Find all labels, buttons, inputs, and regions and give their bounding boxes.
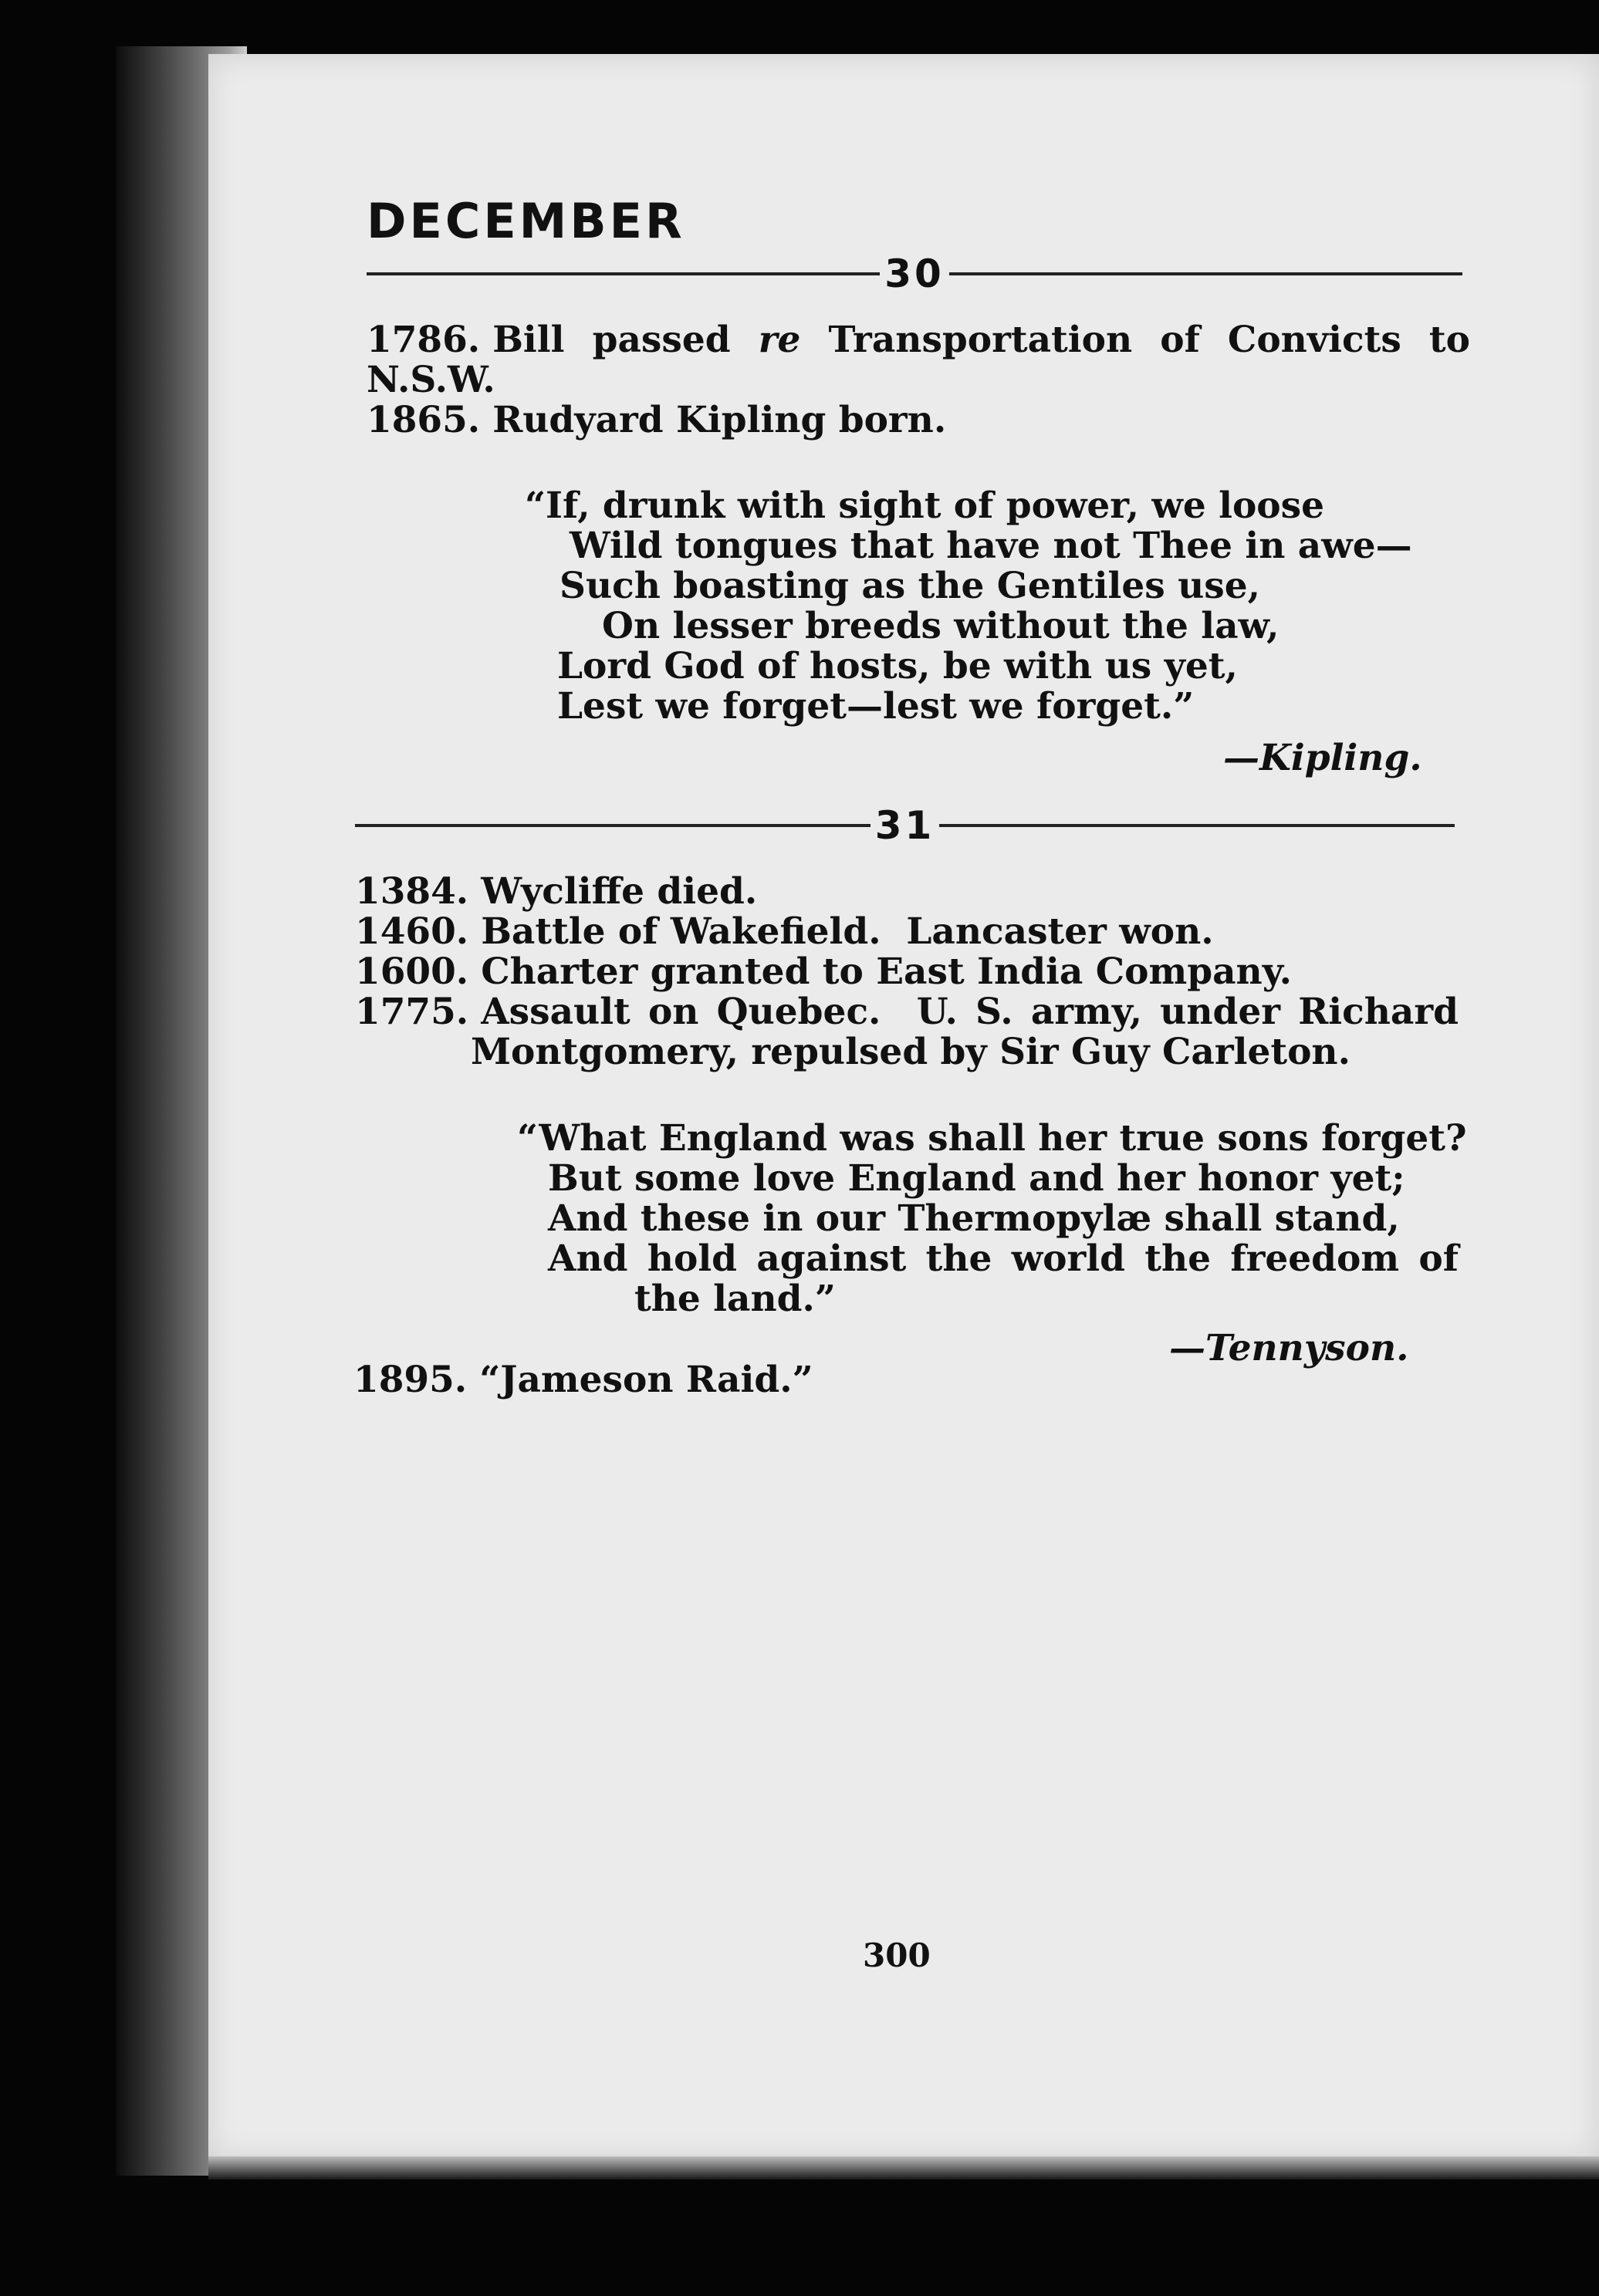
quote-line: And these in our Thermopylæ shall stand, bbox=[548, 1197, 1400, 1240]
quote-attribution: —Kipling. bbox=[1223, 737, 1422, 779]
entry-text bbox=[492, 320, 1470, 360]
entry-year: 1895. bbox=[353, 1359, 468, 1401]
entry-year: 1384. bbox=[355, 870, 469, 913]
day-divider-30 bbox=[367, 251, 1462, 297]
entry-text-italic: re bbox=[758, 319, 801, 361]
entry-text: Wycliffe died. bbox=[481, 870, 758, 913]
entry-text: “Jameson Raid.” bbox=[479, 1359, 813, 1401]
entry-1786 bbox=[367, 320, 1470, 400]
entry-text: Battle of Wakefield. Lancaster won. bbox=[481, 910, 1214, 953]
day-number: 30 bbox=[884, 252, 945, 296]
entry-year: 1600. bbox=[355, 950, 469, 993]
divider-rule-right bbox=[939, 824, 1455, 827]
divider-rule-left bbox=[355, 824, 870, 827]
quote-line: Wild tongues that have not Thee in awe— bbox=[570, 525, 1412, 567]
quote-line: Lord God of hosts, be with us yet, bbox=[557, 645, 1238, 687]
entry-text: Charter granted to East India Company. bbox=[481, 950, 1292, 993]
divider-rule-right bbox=[949, 272, 1462, 275]
entry-year: 1786. bbox=[367, 319, 481, 361]
entry-continuation: Montgomery, repulsed by Sir Guy Carleton. bbox=[471, 1031, 1351, 1073]
kipling-quote bbox=[525, 486, 1451, 727]
month-heading: DECEMBER bbox=[367, 193, 685, 249]
quote-line: Lest we forget—lest we forget.” bbox=[557, 685, 1195, 728]
entry-1775 bbox=[355, 992, 1459, 1072]
entry-1895 bbox=[353, 1360, 1125, 1400]
entry-text-part: Bill passed bbox=[492, 319, 759, 361]
quote-line: But some love England and her honor yet; bbox=[548, 1157, 1405, 1200]
day-divider-31 bbox=[355, 802, 1455, 849]
day-30-entries bbox=[367, 320, 1470, 441]
quote-line: Such boasting as the Gentiles use, bbox=[559, 565, 1261, 607]
quote-attribution: —Tennyson. bbox=[1169, 1327, 1409, 1369]
entry-1460 bbox=[355, 912, 1459, 952]
quote-line: And hold against the world the freedom of bbox=[548, 1237, 1459, 1280]
page-bottom-edge bbox=[208, 2156, 1599, 2180]
quote-line: “If, drunk with sight of power, we loose bbox=[525, 485, 1325, 527]
page-number: 300 bbox=[863, 1936, 931, 1974]
entry-year: 1775. bbox=[355, 991, 469, 1033]
entry-1384 bbox=[355, 872, 1459, 912]
entry-text: Rudyard Kipling born. bbox=[492, 399, 947, 441]
quote-line: the land.” bbox=[634, 1278, 836, 1320]
day-31-entries bbox=[355, 872, 1459, 1072]
entry-1865 bbox=[367, 400, 1470, 441]
entry-text-part: Transportation of Convicts to bbox=[800, 319, 1470, 361]
day-number: 31 bbox=[874, 803, 935, 848]
quote-line: “What England was shall her true sons forget? bbox=[517, 1117, 1467, 1160]
entry-1600 bbox=[355, 952, 1459, 992]
entry-continuation: N.S.W. bbox=[367, 359, 495, 401]
tennyson-quote bbox=[517, 1117, 1467, 1320]
entry-text: Assault on Quebec. U. S. army, under Richard bbox=[481, 991, 1459, 1033]
entry-year: 1460. bbox=[355, 910, 469, 953]
day-31-late-entry bbox=[353, 1360, 1125, 1400]
divider-rule-left bbox=[367, 272, 880, 275]
entry-year: 1865. bbox=[367, 399, 481, 441]
quote-line: On lesser breeds without the law, bbox=[602, 605, 1280, 647]
